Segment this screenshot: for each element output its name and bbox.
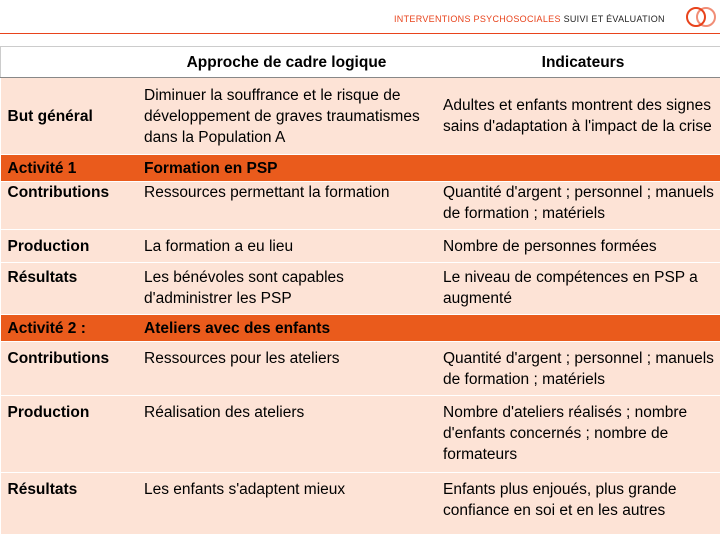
row-indicator: Le niveau de compétences en PSP a augmenté <box>435 263 720 315</box>
row-approach: Ressources permettant la formation <box>136 182 435 230</box>
row-indicator <box>435 315 720 342</box>
row-approach: Les bénévoles sont capables d'administrer les PSP <box>136 263 435 315</box>
row-label: Résultats <box>1 473 137 535</box>
table-row <box>1 182 720 230</box>
table-header-row <box>1 47 720 78</box>
row-label: Contributions <box>1 342 137 396</box>
row-label: Activité 2 : <box>1 315 137 342</box>
row-approach: Ressources pour les ateliers <box>136 342 435 396</box>
row-label: Contributions <box>1 182 137 230</box>
table-row <box>1 396 720 473</box>
row-approach: Ateliers avec des enfants <box>136 315 435 342</box>
table-row <box>1 78 720 155</box>
header-rest-text: SUIVI ET ÉVALUATION <box>560 14 665 24</box>
row-indicator <box>435 155 720 182</box>
row-label: But général <box>1 78 137 155</box>
row-approach: Réalisation des ateliers <box>136 396 435 473</box>
row-label: Résultats <box>1 263 137 315</box>
column-header-approach: Approche de cadre logique <box>136 47 435 78</box>
row-indicator: Quantité d'argent ; personnel ; manuels de formation ; matériels <box>435 342 720 396</box>
row-approach: Les enfants s'adaptent mieux <box>136 473 435 535</box>
row-indicator: Adultes et enfants montrent des signes sains d'adaptation à l'impact de la crise <box>435 78 720 155</box>
row-indicator: Nombre de personnes formées <box>435 230 720 263</box>
header-rule <box>0 33 720 34</box>
column-header-label <box>1 47 137 78</box>
slide-header <box>394 14 665 24</box>
row-approach: Diminuer la souffrance et le risque de développement de graves traumatismes dans la Population A <box>136 78 435 155</box>
table-row <box>1 342 720 396</box>
column-header-indicators: Indicateurs <box>435 47 720 78</box>
row-indicator: Enfants plus enjoués, plus grande confiance en soi et en les autres <box>435 473 720 535</box>
table-row <box>1 473 720 535</box>
row-approach: Formation en PSP <box>136 155 435 182</box>
header-accent-text: INTERVENTIONS PSYCHOSOCIALES <box>394 14 561 24</box>
row-label: Production <box>1 230 137 263</box>
table-row <box>1 230 720 263</box>
row-indicator: Quantité d'argent ; personnel ; manuels de formation ; matériels <box>435 182 720 230</box>
table-row-activity <box>1 155 720 182</box>
row-indicator: Nombre d'ateliers réalisés ; nombre d'enfants concernés ; nombre de formateurs <box>435 396 720 473</box>
row-label: Production <box>1 396 137 473</box>
organization-logo-icon <box>686 4 716 30</box>
row-approach: La formation a eu lieu <box>136 230 435 263</box>
row-label: Activité 1 <box>1 155 137 182</box>
logframe-table <box>0 46 720 535</box>
table-row <box>1 263 720 315</box>
table-row-activity <box>1 315 720 342</box>
